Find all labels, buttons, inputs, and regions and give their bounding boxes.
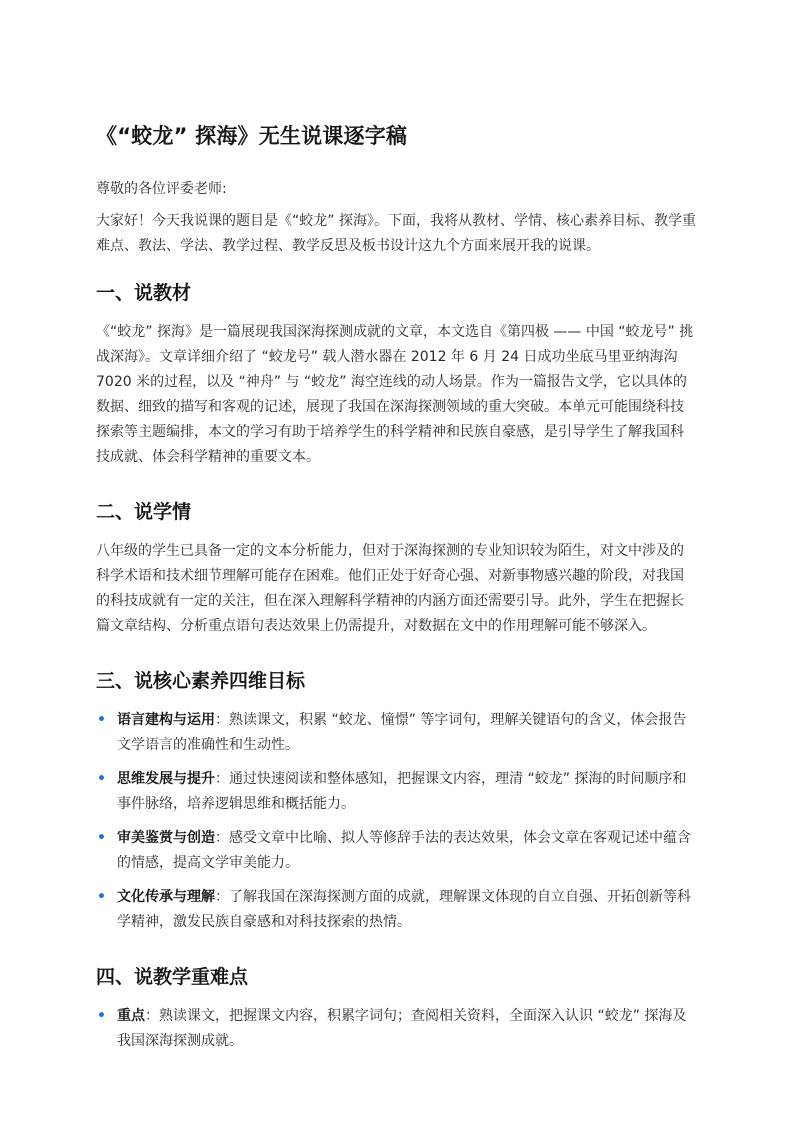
document-page	[96, 118, 697, 1063]
goal-language	[96, 708, 697, 758]
section-heading-key-difficult-points: 四、说教学重难点	[96, 966, 249, 988]
textbook-paragraph: 《“蛟龙” 探海》是一篇展现我国深海探测成就的文章，本文选自《第四极 —— 中国 “蛟龙号” 挑战深海》。文章详细介绍了 “蛟龙号” 载人潜水器在 2012 年 6 月 24 日成功坐底马里亚纳海沟 7020 米的过程，以及 “神舟” 与 “蛟龙” 海空连线的动人场景。作为一篇报告文学，它以具体的数据、细致的描写和客观的记述，展现了我国在深海探测领域的重大突破。本单元可能围绕科技探索等主题编排，本文的学习有助于培养学生的科学精神和民族自豪感，是引导学生了解我国科技成就、体会科学精神的重要文本。	[96, 324, 694, 465]
goal-label: 审美鉴赏与创造	[117, 830, 215, 846]
goal-aesthetic	[96, 826, 697, 876]
document-title: 《“蛟龙” 探海》无生说课逐字稿	[96, 124, 408, 148]
key-point-item	[96, 1004, 697, 1054]
section-key-difficult-points	[96, 962, 697, 1054]
greeting: 尊敬的各位评委老师:	[96, 181, 227, 197]
goal-text: ：感受文章中比喻、拟人等修辞手法的表达效果，体会文章在客观记述中蕴含的情感，提高文学审美能力。	[117, 830, 691, 871]
section-learning-situation	[96, 497, 697, 639]
section-core-literacy-goals	[96, 666, 697, 935]
key-point-label: 重点	[117, 1008, 145, 1024]
goal-label: 语言建构与运用	[117, 712, 215, 728]
section-heading-textbook: 一、说教材	[96, 282, 192, 304]
bullet-icon: •	[97, 712, 106, 728]
intro-paragraph: 大家好！今天我说课的题目是《“蛟龙” 探海》。下面，我将从教材、学情、核心素养目标、教学重难点、教法、学法、教学过程、教学反思及板书设计这九个方面来展开我的说课。	[96, 213, 696, 254]
core-literacy-goal-list	[96, 708, 697, 935]
section-heading-core-literacy-goals: 三、说核心素养四维目标	[96, 670, 306, 692]
goal-text: ：通过快速阅读和整体感知，把握课文内容，理清 “蛟龙” 探海的时间顺序和事件脉络，培养逻辑思维和概括能力。	[117, 771, 687, 812]
goal-label: 文化传承与理解	[117, 889, 215, 905]
goal-culture	[96, 885, 697, 935]
key-point-text: ：熟读课文，把握课文内容，积累字词句；查阅相关资料，全面深入认识 “蛟龙” 探海及我国深海探测成就。	[117, 1008, 687, 1049]
goal-label: 思维发展与提升	[117, 771, 215, 787]
goal-thinking	[96, 767, 697, 817]
bullet-icon: •	[97, 889, 106, 905]
learning-situation-paragraph: 八年级的学生已具备一定的文本分析能力，但对于深海探测的专业知识较为陌生，对文中涉及的科学术语和技术细节理解可能存在困难。他们正处于好奇心强、对新事物感兴趣的阶段，对我国的科技成就有一定的关注，但在深入理解科学精神的内涵方面还需要引导。此外，学生在把握长篇文章结构、分析重点语句表达效果上仍需提升，对数据在文中的作用理解可能不够深入。	[96, 543, 684, 634]
bullet-icon: •	[97, 830, 106, 846]
bullet-icon: •	[97, 771, 106, 787]
section-heading-learning-situation: 二、说学情	[96, 501, 192, 523]
bullet-icon: •	[97, 1008, 106, 1024]
key-point-list	[96, 1004, 697, 1054]
goal-text: ：熟读课文，积累 “蛟龙、憧憬” 等字词句，理解关键语句的含义，体会报告文学语言的准确性和生动性。	[117, 712, 687, 753]
goal-text: ：了解我国在深海探测方面的成就，理解课文体现的自立自强、开拓创新等科学精神，激发民族自豪感和对科技探索的热情。	[117, 889, 691, 930]
section-textbook	[96, 278, 697, 470]
